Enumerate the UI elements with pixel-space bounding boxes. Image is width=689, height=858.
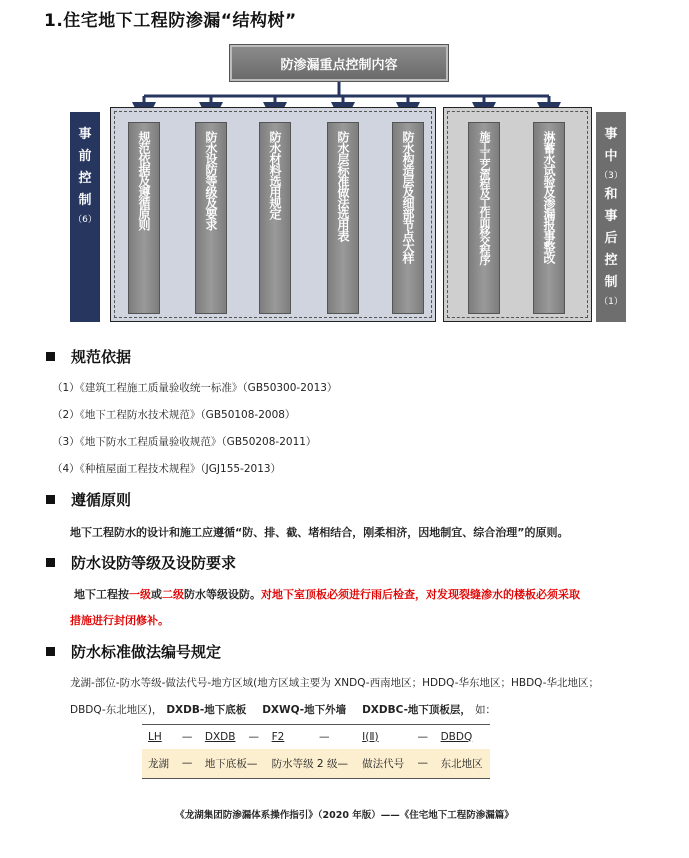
post-control-group [443, 107, 592, 322]
pre-control-label: 事 前 控 制 （6） [70, 112, 100, 322]
post-control-label: 事 中 （3） 和 事 后 控 制 （1） [596, 112, 626, 322]
section-heading-codes: 防水标准做法编号规定 [46, 641, 221, 662]
item-standard-methods: 防水层标准做法选用表 [327, 122, 359, 314]
section-heading-grade: 防水设防等级及设防要求 [46, 552, 236, 573]
diagram-root-box: 防渗漏重点控制内容 [230, 45, 448, 81]
item-water-test-rectify: 淋蓄水试验及渗漏报事整改 [533, 122, 565, 314]
reference-item: （4）《种植屋面工程技术规程》（JGJ155-2013） [52, 463, 282, 475]
bullet-icon [46, 647, 55, 656]
principles-text: 地下工程防水的设计和施工应遵循“防、排、截、堵相结合，刚柔相济，因地制宜、综合治理”的原则。 [70, 526, 569, 539]
item-standards-principles: 规范依据及遵循原则 [128, 122, 160, 314]
section-heading-standards: 规范依据 [46, 346, 131, 367]
item-process-handover: 施工工艺流程及工作面移交程序 [468, 122, 500, 314]
page-title: 1.住宅地下工程防渗漏“结构树” [44, 11, 297, 31]
grade-text-line1: 地下工程按一级或二级防水等级设防。对地下室顶板必须进行雨后检查，对发现裂缝渗水的楼板必须采取 [74, 588, 580, 601]
reference-item: （3）《地下防水工程质量验收规范》（GB50208-2011） [52, 436, 317, 448]
item-grade-requirements: 防水设防等级及要求 [195, 122, 227, 314]
name-row: 龙湖 — 地下底板— 防水等级 2 级— 做法代号 — 东北地区 [142, 749, 490, 779]
section-heading-principles: 遵循原则 [46, 489, 131, 510]
code-row: LH — DXDB — F2 — Ⅰ(Ⅱ) — DBDQ [142, 725, 490, 749]
code-rule-line2: DBDQ-东北地区)， DXDB-地下底板 DXWQ-地下外墙 DXDBC-地下顶板层， 如： [70, 704, 496, 716]
page-footer: 《龙湖集团防渗漏体系操作指引》（2020 年版）——《住宅地下工程防渗漏篇》 [175, 810, 514, 821]
bullet-icon [46, 558, 55, 567]
reference-item: （2）《地下工程防水技术规范》（GB50108-2008） [52, 409, 296, 421]
grade-text-line2: 措施进行封闭修补。 [70, 614, 169, 627]
code-example-table [142, 724, 490, 779]
reference-item: （1）《建筑工程施工质量验收统一标准》（GB50300-2013） [52, 382, 338, 394]
code-rule-line1: 龙湖-部位-防水等级-做法代号-地方区域(地方区域主要为 XNDQ-西南地区；HDDQ-华东地区；HBDQ-华北地区； [70, 677, 600, 689]
item-material-rules: 防水材料选用规定 [259, 122, 291, 314]
item-construction-details: 防水构造层及细部节点大样 [392, 122, 424, 314]
bullet-icon [46, 352, 55, 361]
bullet-icon [46, 495, 55, 504]
